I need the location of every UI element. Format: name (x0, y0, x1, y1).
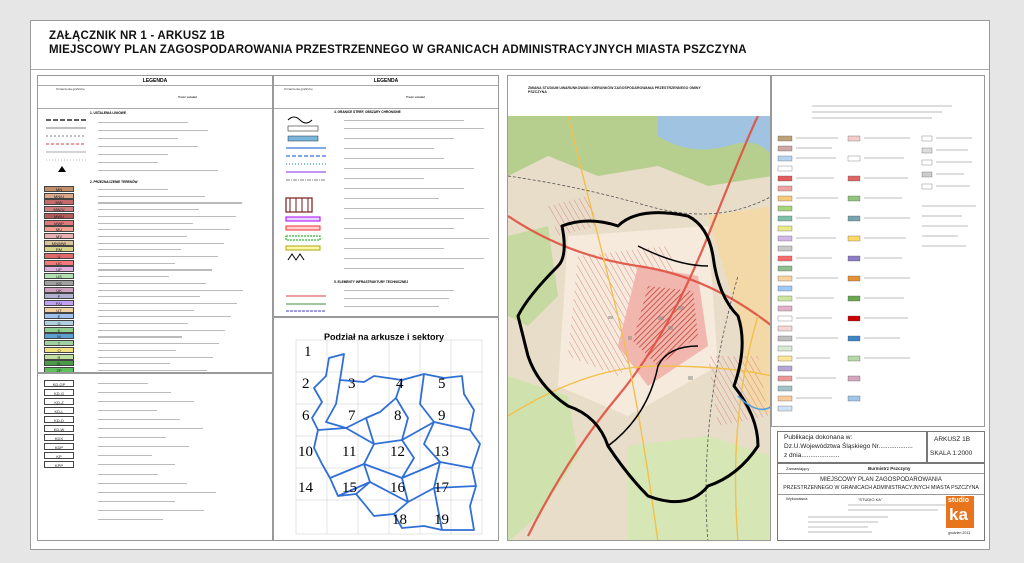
contractor-label: Wykonawca (786, 496, 808, 501)
logo-text-bottom: ka (949, 505, 968, 524)
sector-number: 4 (396, 376, 404, 392)
zone-swatch: UK (44, 287, 74, 293)
road-swatch: KDP (44, 443, 74, 450)
road-swatch: KD-G (44, 389, 74, 396)
sheet-title-line1: ZAŁĄCZNIK NR 1 - ARKUSZ 1B (49, 30, 225, 42)
zone-swatch: MW/U (44, 206, 74, 212)
contractor-name: "STUDIO KA" (858, 497, 883, 502)
zone-swatch: KS (44, 280, 74, 286)
zone-swatch: ZL (44, 360, 74, 366)
zone-swatch: RM (44, 246, 74, 252)
zone-swatch: UT (44, 307, 74, 313)
zone-swatch: U (44, 253, 74, 259)
road-swatch: KD-W (44, 425, 74, 432)
zone-swatch: MN/U (44, 193, 74, 199)
road-swatch: KDX (44, 434, 74, 441)
zone-swatch: MWU (44, 213, 74, 219)
plan-title-1: MIEJSCOWY PLAN ZAGOSPODAROWANIA (820, 477, 942, 483)
legend-mid-col-content: Treść ustaleń (406, 95, 426, 99)
sector-number: 8 (394, 408, 402, 424)
road-swatch: KP (44, 452, 74, 459)
sector-number: 16 (390, 480, 405, 496)
studio-ka-logo (946, 496, 974, 528)
zone-swatch: UC (44, 260, 74, 266)
zone-swatch: O (44, 347, 74, 353)
zone-swatch: MWP (44, 220, 74, 226)
road-swatch: KD-Z (44, 398, 74, 405)
road-swatch: KD-D (44, 416, 74, 423)
sector-number: 15 (342, 480, 357, 496)
zone-swatch: MU (44, 226, 74, 232)
zone-swatch: T (44, 340, 74, 346)
legend-col-symbol: Oznaczenia graficzne (56, 87, 85, 91)
zone-swatch: K (44, 327, 74, 333)
legend-left-header (38, 85, 272, 109)
client-name: Burmistrz Pszczyny (868, 466, 911, 471)
zone-swatch: E (44, 313, 74, 319)
zone-swatch: P (44, 293, 74, 299)
sector-number: 14 (298, 480, 313, 496)
sector-number: 18 (392, 512, 407, 528)
publication-label: Publikacja dokonana w: (784, 434, 853, 441)
sector-number: 10 (298, 444, 313, 460)
map-panel-label: ZMIANA STUDIUM UWARUNKOWAŃ I KIERUNKÓW ZAGOSPODAROWANIA PRZESTRZENNEGO GMINY PSZCZYNA (528, 86, 701, 94)
road-swatch: KD-L (44, 407, 74, 414)
client-label: Zamawiający (786, 466, 810, 471)
sector-number: 19 (434, 512, 449, 528)
legend-mid-section-4: 4. GRANICE STREF, OBSZARY CHRONIONE (334, 110, 401, 114)
sheet-number: ARKUSZ 1B (934, 436, 971, 443)
zone-swatch: P/U (44, 300, 74, 306)
main-map (508, 116, 771, 541)
sector-number: 7 (348, 408, 356, 424)
sheet-number-box (927, 431, 985, 463)
legend-section-1: 1. USTALENIA LINIOWE (90, 111, 126, 115)
zone-swatch: UP (44, 266, 74, 272)
sheet-division-panel (273, 317, 499, 541)
zone-swatch: R (44, 354, 74, 360)
sector-number: 11 (342, 444, 357, 460)
legend-mid-panel (273, 75, 499, 317)
zone-swatch: MW (44, 199, 74, 205)
logo-text-top: studio (948, 497, 969, 504)
road-swatch: KD-GP (44, 380, 74, 387)
zone-swatch: MV (44, 233, 74, 239)
zone-swatch: MN/MW (44, 240, 74, 246)
sector-number: 6 (302, 408, 310, 424)
line-symbols (42, 116, 90, 176)
map-sheet (30, 20, 990, 550)
legend-left-roads (37, 373, 273, 541)
sector-number: 9 (438, 408, 446, 424)
right-legend-swatches (772, 76, 985, 427)
sector-number: 5 (438, 376, 446, 392)
zone-swatch: G (44, 320, 74, 326)
sector-number: 3 (348, 376, 356, 392)
mid-legend-symbols (278, 114, 334, 314)
legend-col-content: Treść ustaleń (178, 95, 198, 99)
zone-swatch: US (44, 273, 74, 279)
publication-date: z dnia..................... (784, 452, 840, 459)
issue-date: grudzień 2013 (948, 531, 971, 535)
legend-left-panel (37, 75, 273, 373)
legend-right-panel (771, 75, 985, 427)
legend-mid-header (274, 85, 498, 109)
sheet-header (31, 21, 989, 70)
publication-box (777, 431, 927, 463)
sector-number: 13 (434, 444, 449, 460)
sector-number: 12 (390, 444, 405, 460)
sector-number: 2 (302, 376, 310, 392)
legend-mid-section-5: 5. ELEMENTY INFRASTRUKTURY TECHNICZNEJ (334, 280, 409, 284)
legend-section-2: 2. PRZEZNACZENIE TERENÓW (90, 180, 138, 184)
legend-left-title: LEGENDA (142, 78, 168, 84)
sheet-division-title: Podział na arkusze i sektory (324, 332, 445, 342)
legend-mid-col-symbol: Oznaczenia graficzne (284, 87, 313, 91)
publication-journal: Dz.U.Województwa Śląskiego Nr................... (784, 443, 913, 450)
zone-swatch: MN (44, 186, 74, 192)
sheet-title-line2: MIEJSCOWY PLAN ZAGOSPODAROWANIA PRZESTRZENNEGO W GRANICACH ADMINISTRACYJNYCH MIASTA PSZCZYNA (49, 44, 747, 56)
sector-number: 1 (304, 344, 312, 360)
legend-mid-title: LEGENDA (373, 78, 399, 84)
scale-text: SKALA 1:2000 (930, 450, 973, 457)
sector-number: 17 (434, 480, 449, 496)
zone-swatch: W (44, 333, 74, 339)
map-panel (507, 75, 771, 541)
title-block (777, 463, 985, 541)
road-swatch: KPP (44, 461, 74, 468)
plan-title-2: PRZESTRZENNEGO W GRANICACH ADMINISTRACYJNYCH MIASTA PSZCZYNA (783, 485, 979, 491)
zone-swatch: ZP (44, 367, 74, 373)
